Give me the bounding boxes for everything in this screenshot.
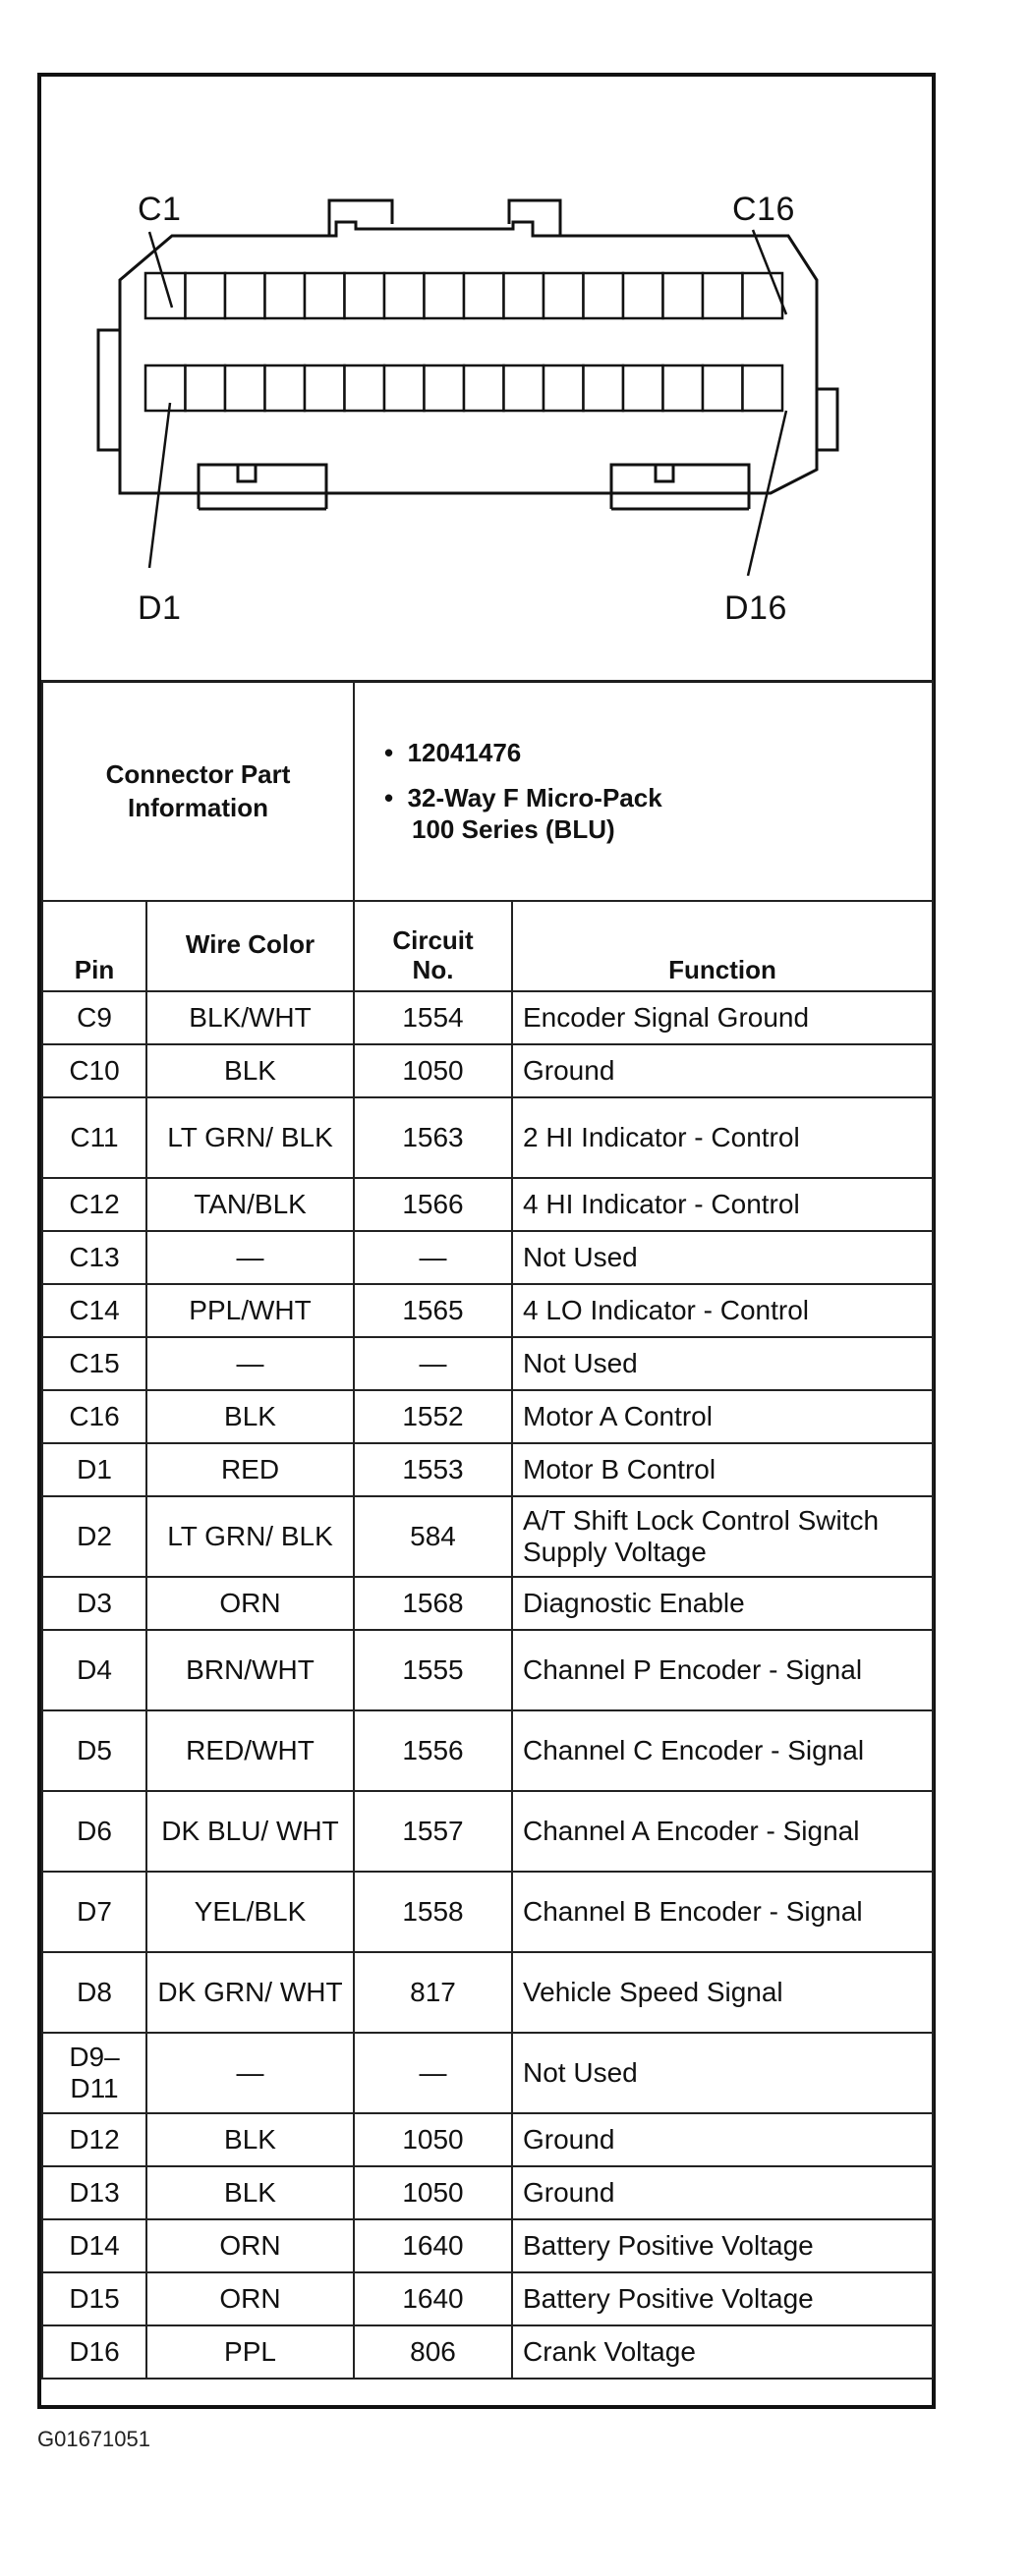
wire-color-cell: PPL/WHT [146, 1284, 354, 1337]
cavity-c8 [425, 273, 465, 318]
pin-cell: D12 [42, 2113, 146, 2166]
pin-cell: D8 [42, 1952, 146, 2033]
function-cell: Motor A Control [512, 1390, 933, 1443]
pin-cell: D2 [42, 1496, 146, 1577]
circuit-cell: 1555 [354, 1630, 512, 1710]
function-cell: Ground [512, 2113, 933, 2166]
cavity-d15 [703, 365, 743, 411]
info-label-line2: Information [128, 793, 268, 822]
cavity-c6 [345, 273, 385, 318]
function-cell: Encoder Signal Ground [512, 991, 933, 1044]
wire-color-cell: ORN [146, 2272, 354, 2325]
circuit-cell: 817 [354, 1952, 512, 2033]
wire-color-cell: BLK [146, 2113, 354, 2166]
figure-id: G01671051 [37, 2427, 150, 2451]
cavity-d9 [464, 365, 504, 411]
function-cell: Channel P Encoder - Signal [512, 1630, 933, 1710]
cavity-c2 [186, 273, 226, 318]
function-cell: Channel A Encoder - Signal [512, 1791, 933, 1872]
pin-row [42, 1390, 933, 1443]
cavity-c16 [743, 273, 783, 318]
circuit-cell: 1640 [354, 2272, 512, 2325]
function-cell: A/T Shift Lock Control Switch Supply Voltage [512, 1496, 933, 1577]
pin-cell: D15 [42, 2272, 146, 2325]
pin-cell: D3 [42, 1577, 146, 1630]
cavity-d11 [544, 365, 584, 411]
pin-row [42, 1337, 933, 1390]
cavity-c7 [384, 273, 425, 318]
wire-color-cell: LT GRN/ BLK [146, 1097, 354, 1178]
circuit-cell: — [354, 1231, 512, 1284]
circuit-cell: — [354, 1337, 512, 1390]
pin-row [42, 2033, 933, 2113]
wire-color-cell: TAN/BLK [146, 1178, 354, 1231]
pin-row [42, 1097, 933, 1178]
pin-row [42, 1178, 933, 1231]
connector-part-info [41, 680, 934, 902]
info-label-line1: Connector Part [105, 759, 291, 789]
circuit-cell: 584 [354, 1496, 512, 1577]
pin-row [42, 2325, 933, 2379]
cavity-d1 [145, 365, 186, 411]
function-cell: Ground [512, 1044, 933, 1097]
function-cell: Vehicle Speed Signal [512, 1952, 933, 2033]
circuit-cell: 1563 [354, 1097, 512, 1178]
cavity-d2 [186, 365, 226, 411]
connector-figure [37, 73, 936, 2409]
circuit-cell: 1557 [354, 1791, 512, 1872]
wire-color-cell: BLK/WHT [146, 991, 354, 1044]
pin-cell: C15 [42, 1337, 146, 1390]
function-cell: Motor B Control [512, 1443, 933, 1496]
label-c1: C1 [138, 191, 182, 228]
function-cell: 2 HI Indicator - Control [512, 1097, 933, 1178]
function-cell: Not Used [512, 2033, 933, 2113]
pin-cell: C11 [42, 1097, 146, 1178]
circuit-cell: 1566 [354, 1178, 512, 1231]
pin-cell: D5 [42, 1710, 146, 1791]
wire-color-cell: BRN/WHT [146, 1630, 354, 1710]
pin-row [42, 1872, 933, 1952]
connector-info-values [354, 681, 933, 901]
cavity-d13 [623, 365, 663, 411]
pin-cell: D14 [42, 2219, 146, 2272]
cavity-c5 [305, 273, 345, 318]
pin-cell: C10 [42, 1044, 146, 1097]
cavity-c10 [504, 273, 544, 318]
description-bullet: • 32-Way F Micro-Pack [384, 783, 662, 812]
cavity-c11 [544, 273, 584, 318]
circuit-cell: 1554 [354, 991, 512, 1044]
function-cell: Not Used [512, 1337, 933, 1390]
wire-color-cell: RED [146, 1443, 354, 1496]
pin-cell: D13 [42, 2166, 146, 2219]
circuit-cell: 1050 [354, 2166, 512, 2219]
wire-color-cell: YEL/BLK [146, 1872, 354, 1952]
circuit-cell: 1553 [354, 1443, 512, 1496]
pin-cell: D16 [42, 2325, 146, 2379]
pin-row [42, 1952, 933, 2033]
cavity-d8 [425, 365, 465, 411]
header-function: Function [512, 901, 933, 991]
label-d16: D16 [724, 589, 787, 627]
label-d1: D1 [138, 589, 182, 627]
cavity-c12 [584, 273, 624, 318]
pin-row [42, 1443, 933, 1496]
cavity-d10 [504, 365, 544, 411]
wire-color-cell: LT GRN/ BLK [146, 1496, 354, 1577]
pin-cell: C14 [42, 1284, 146, 1337]
cavity-d3 [225, 365, 265, 411]
header-wire-color: Wire Color [146, 901, 354, 991]
pin-cell: C9 [42, 991, 146, 1044]
part-number-bullet: • 12041476 [384, 738, 522, 767]
circuit-cell: 806 [354, 2325, 512, 2379]
header-pin: Pin [42, 901, 146, 991]
wire-color-cell: BLK [146, 1044, 354, 1097]
wire-color-cell: — [146, 1231, 354, 1284]
cavity-c15 [703, 273, 743, 318]
label-c16: C16 [732, 191, 795, 228]
circuit-cell: 1640 [354, 2219, 512, 2272]
function-cell: Channel B Encoder - Signal [512, 1872, 933, 1952]
function-cell: Crank Voltage [512, 2325, 933, 2379]
connector-diagram [41, 77, 932, 683]
wire-color-cell: — [146, 2033, 354, 2113]
cavity-d5 [305, 365, 345, 411]
function-cell: 4 LO Indicator - Control [512, 1284, 933, 1337]
description-line2: 100 Series (BLU) [412, 814, 615, 844]
function-cell: Ground [512, 2166, 933, 2219]
pin-row [42, 2272, 933, 2325]
circuit-cell: 1558 [354, 1872, 512, 1952]
circuit-cell: 1565 [354, 1284, 512, 1337]
pin-row [42, 1630, 933, 1710]
cavity-d16 [743, 365, 783, 411]
cavity-d14 [663, 365, 704, 411]
function-cell: Diagnostic Enable [512, 1577, 933, 1630]
header-circuit-no [354, 901, 512, 991]
function-cell: 4 HI Indicator - Control [512, 1178, 933, 1231]
pin-row [42, 1710, 933, 1791]
circuit-cell: — [354, 2033, 512, 2113]
wire-color-cell: DK GRN/ WHT [146, 1952, 354, 2033]
pin-cell: D4 [42, 1630, 146, 1710]
circuit-cell: 1050 [354, 1044, 512, 1097]
circuit-cell: 1556 [354, 1710, 512, 1791]
pin-cell: C16 [42, 1390, 146, 1443]
wire-color-cell: BLK [146, 2166, 354, 2219]
cavity-c4 [265, 273, 306, 318]
pin-row [42, 2113, 933, 2166]
pin-cell: D6 [42, 1791, 146, 1872]
cavity-d7 [384, 365, 425, 411]
function-cell: Not Used [512, 1231, 933, 1284]
pin-cell: D1 [42, 1443, 146, 1496]
cavity-d12 [584, 365, 624, 411]
function-cell: Battery Positive Voltage [512, 2272, 933, 2325]
circuit-cell: 1552 [354, 1390, 512, 1443]
connector-info-label [42, 681, 354, 901]
cavity-c14 [663, 273, 704, 318]
pin-row [42, 1577, 933, 1630]
cavity-c3 [225, 273, 265, 318]
pin-row [42, 2166, 933, 2219]
wire-color-cell: PPL [146, 2325, 354, 2379]
cavity-d6 [345, 365, 385, 411]
pin-row [42, 2219, 933, 2272]
function-cell: Channel C Encoder - Signal [512, 1710, 933, 1791]
function-cell: Battery Positive Voltage [512, 2219, 933, 2272]
pin-row [42, 991, 933, 1044]
pin-row [42, 1284, 933, 1337]
pin-cell: C13 [42, 1231, 146, 1284]
header-circuit-line1: Circuit [392, 925, 474, 955]
part-number: 12041476 [407, 738, 522, 767]
description-line1: 32-Way F Micro-Pack [407, 783, 662, 812]
wire-color-cell: DK BLU/ WHT [146, 1791, 354, 1872]
pin-cell: D9– D11 [42, 2033, 146, 2113]
wire-color-cell: RED/WHT [146, 1710, 354, 1791]
pin-row [42, 1231, 933, 1284]
circuit-cell: 1568 [354, 1577, 512, 1630]
header-circuit-line2: No. [412, 955, 454, 984]
cavity-d4 [265, 365, 306, 411]
cavity-c1 [145, 273, 186, 318]
wire-color-cell: BLK [146, 1390, 354, 1443]
wire-color-cell: ORN [146, 1577, 354, 1630]
pin-row [42, 1791, 933, 1872]
pin-cell: D7 [42, 1872, 146, 1952]
pin-row [42, 1044, 933, 1097]
pin-cell: C12 [42, 1178, 146, 1231]
wire-color-cell: ORN [146, 2219, 354, 2272]
cavity-c13 [623, 273, 663, 318]
cavity-c9 [464, 273, 504, 318]
pin-row [42, 1496, 933, 1577]
pin-table [41, 900, 934, 2380]
pin-table-header [42, 901, 933, 991]
wire-color-cell: — [146, 1337, 354, 1390]
circuit-cell: 1050 [354, 2113, 512, 2166]
